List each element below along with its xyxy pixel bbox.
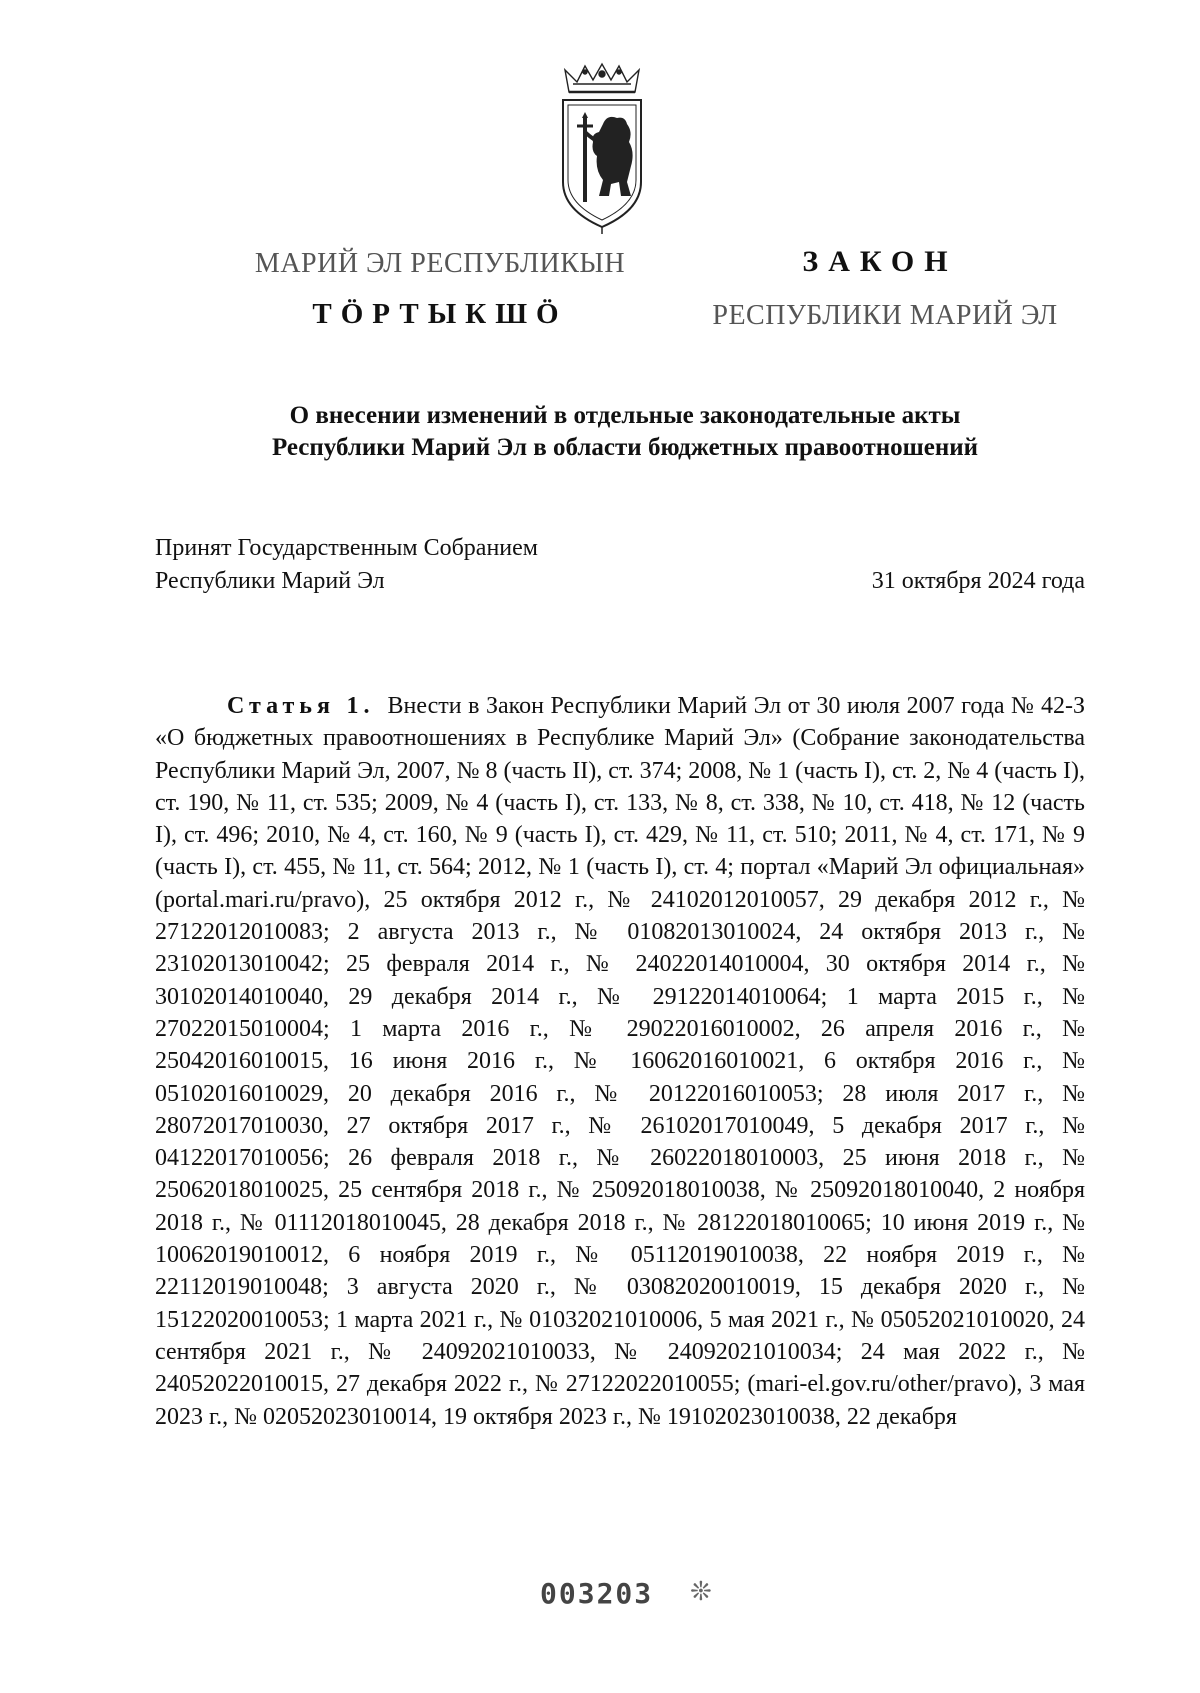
article-1-text: Внести в Закон Республики Марий Эл от 30 июля 2007 года № 42-З «О бюджетных правоотношениях в Республике Марий Эл» (Собрание законодательства Республики Марий Эл, 2007, № 8 (часть II), ст. 374; 2008, № 1 (часть I), ст. 2, № 4 (часть I), ст. 190, № 11, ст. 535; 2009, № 4 (часть I), ст. 133, № 8, ст. 338, № 10, ст. 418, № 12 (часть I), ст. 496; 2010, № 4, ст. 160, № 9 (часть I), ст. 429, № 11, ст. 510; 2011, № 4, ст. 171, № 9 (часть I), ст. 455, № 11, ст. 564; 2012, № 1 (часть I), ст. 4; портал «Марий Эл официальная» (portal.mari.ru/pravo), 25 октября 2012 г., № 24102012010057, 29 декабря 2012 г., № 27122012010083; 2 августа 2013 г., № 01082013010024, 24 октября 2013 г., № 23102013010042; 25 февраля 2014 г., № 24022014010004, 30 октября 2014 г., № 30102014010040, 29 декабря 2014 г., № 29122014010064; 1 марта 2015 г., № 27022015010004; 1 марта 2016 г., № 29022016010002, 26 апреля 2016 г., № 25042016010015, 16 июня 2016 г., № 16062016010021, 6 октября 2016 г., № 05102016010029, 20 декабря 2016 г., № 20122016010053; 28 июля 2017 г., № 28072017010030, 27 октября 2017 г., № 26102017010049, 5 декабря 2017 г., № 04122017010056; 26 февраля 2018 г., № 26022018010003, 25 июня 2018 г., № 25062018010025, 25 сентября 2018 г., № 25092018010038, № 25092018010040, 2 ноября 2018 г., № 01112018010045, 28 декабря 2018 г., № 28122018010065; 10 июня 2019 г., № 10062019010012, 6 ноября 2019 г., № 05112019010038, 22 ноября 2019 г., № 22112019010048; 3 августа 2020 г., № 03082020010019, 15 декабря 2020 г., № 15122020010053; 1 марта 2021 г., № 01032021010006, 5 мая 2021 г., № 05052021010020, 24 сентября 2021 г., № 24092021010033, № 24092021010034; 24 мая 2022 г., № 24052022010015, 27 декабря 2022 г., № 27122022010055; (mari-el.gov.ru/other/pravo), 3 мая 2023 г., № 02052023010014, 19 октября 2023 г., № 19102023010038, 22 декабря	[155, 693, 1086, 1430]
article-1-heading: Статья 1.	[227, 693, 375, 719]
header-russian-line2: РЕСПУБЛИКИ МАРИЙ ЭЛ	[712, 300, 1058, 331]
header-mari-line1: МАРИЙ ЭЛ РЕСПУБЛИКЫН	[254, 248, 626, 279]
article-1	[155, 690, 1085, 1433]
serial-number: 003203	[540, 1577, 654, 1610]
law-title	[150, 400, 1100, 464]
adoption-line2: Республики Марий Эл	[155, 568, 385, 594]
adoption-line1: Принят Государственным Собранием	[155, 535, 538, 561]
law-title-line1: О внесении изменений в отдельные законодательные акты	[289, 402, 961, 429]
law-title-line2: Республики Марий Эл в области бюджетных правоотношений	[271, 434, 979, 461]
header-mari-line2: ТӦРТЫКШӦ	[312, 298, 568, 330]
adoption-date: 31 октября 2024 года	[871, 568, 1085, 594]
coat-of-arms-icon	[555, 62, 650, 237]
footer-mark-icon: ❊	[690, 1577, 712, 1606]
adoption-block	[155, 532, 1085, 598]
header-russian-line1: ЗАКОН	[802, 245, 958, 278]
